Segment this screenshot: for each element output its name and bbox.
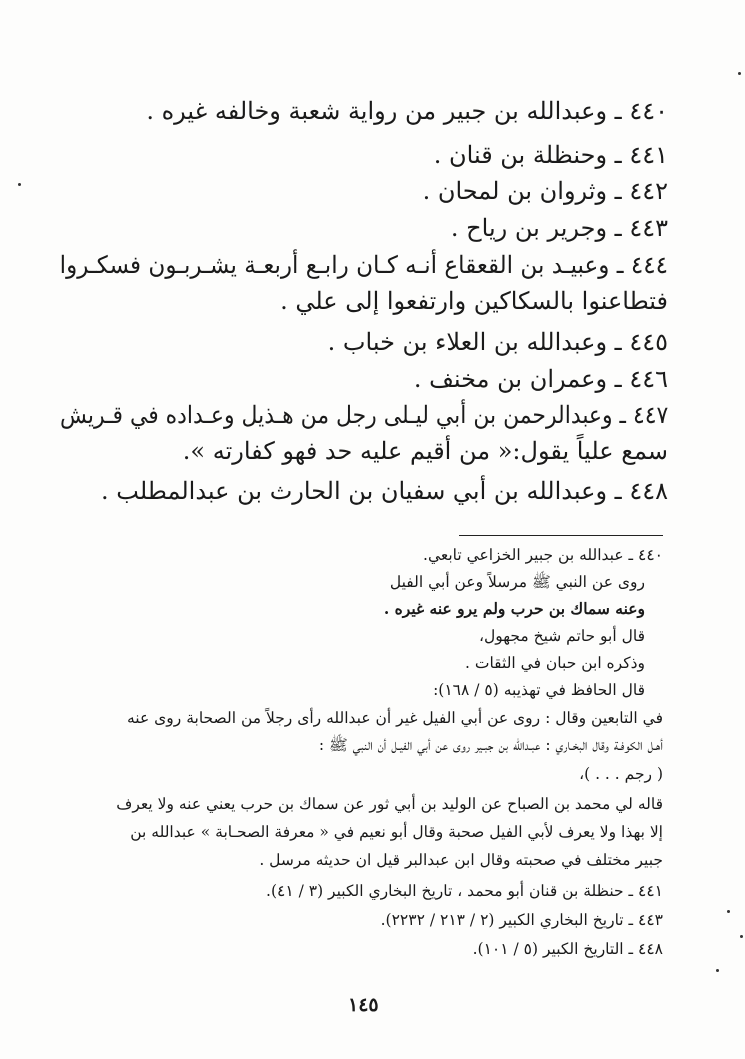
footnote-line: قال أبو حاتم شيخ مجهول، xyxy=(478,627,645,645)
footnote-line: ٤٤٠ ـ عبدالله بن جبير الخزاعي تابعي. xyxy=(423,546,663,564)
entry-447-continuation: سمع علياً يقول:« من أقيم عليه حد فهو كفارته ». xyxy=(182,437,668,465)
entry-443: ٤٤٣ ـ وجرير بن رياح . xyxy=(450,214,668,242)
entry-447: ٤٤٧ ـ وعبدالرحمن بن أبي ليـلى رجل من هـذيل وعـداده في قـريش xyxy=(59,401,668,429)
entry-448: ٤٤٨ ـ وعبدالله بن أبي سفيان بن الحارث بن عبدالمطلب . xyxy=(101,477,668,505)
footnote-line: إلا بهذا ولا يعرف لأبي الفيل صحبة وقال أبو نعيم في « معرفة الصحـابة » عبدالله بن xyxy=(130,823,663,841)
entry-444: ٤٤٤ ـ وعبيـد بن القعقاع أنـه كـان رابـع أربعـة يشـربـون فسكـروا xyxy=(59,251,668,279)
footnote-line: قاله لي محمد بن الصباح عن الوليد بن أبي ثور عن سماك بن حرب يعني عنه ولا يعرف xyxy=(116,795,663,813)
footnote-line: قال الحافظ في تهذيبه (٥ / ١٦٨): xyxy=(433,681,645,699)
entry-440: ٤٤٠ ـ وعبدالله بن جبير من رواية شعبة وخالفه غيره . xyxy=(146,97,668,125)
footnote-line: وعنه سماك بن حرب ولم يرو عنه غيره . xyxy=(383,599,645,618)
footnote-line: ( رجم . . . )، xyxy=(579,765,663,783)
footnote-separator xyxy=(459,535,663,536)
footnote-line: جبير مختلف في صحبته وقال ابن عبدالبر قيل ان حديثه مرسل . xyxy=(259,851,663,869)
footnote-line: ٤٤٣ ـ تاريخ البخاري الكبير (٢ / ٢١٣ / ٢٢٣٢). xyxy=(380,911,663,929)
footnote-line: وذكره ابن حبان في الثقات . xyxy=(465,654,645,672)
scan-speck xyxy=(727,910,730,913)
entry-445: ٤٤٥ ـ وعبدالله بن العلاء بن خباب . xyxy=(327,328,668,356)
footnote-line: في التابعين وقال : روى عن أبي الفيل غير أن عبدالله رأى رجلاً من الصحابة روى عنه xyxy=(127,709,663,727)
entry-441: ٤٤١ ـ وحنظلة بن قنان . xyxy=(433,141,668,169)
entry-444-continuation: فتطاعنوا بالسكاكين وارتفعوا إلى علي . xyxy=(280,287,668,315)
footnote-line: روى عن النبي ﷺ مرسلاً وعن أبي الفيل xyxy=(389,573,645,591)
footnote-line: ٤٤١ ـ حنظلة بن قنان أبو محمد ، تاريخ البخاري الكبير (٣ / ٤١). xyxy=(266,882,663,900)
scan-speck xyxy=(738,72,741,75)
scan-speck xyxy=(740,935,743,938)
entry-442: ٤٤٢ ـ وثروان بن لمحان . xyxy=(422,177,668,205)
entry-446: ٤٤٦ ـ وعمران بن مخنف . xyxy=(413,365,668,393)
page-number: ١٤٥ xyxy=(348,994,379,1016)
scan-speck xyxy=(18,183,21,186)
scan-speck xyxy=(716,969,719,972)
footnote-line: أهـل الكوفـة وقال البخـاري : عبـدالله بن جبـير روى عن أبي الفيـل أن النبي ﷺ : xyxy=(318,736,663,754)
footnote-line: ٤٤٨ ـ التاريخ الكبير (٥ / ١٠١). xyxy=(472,940,663,958)
